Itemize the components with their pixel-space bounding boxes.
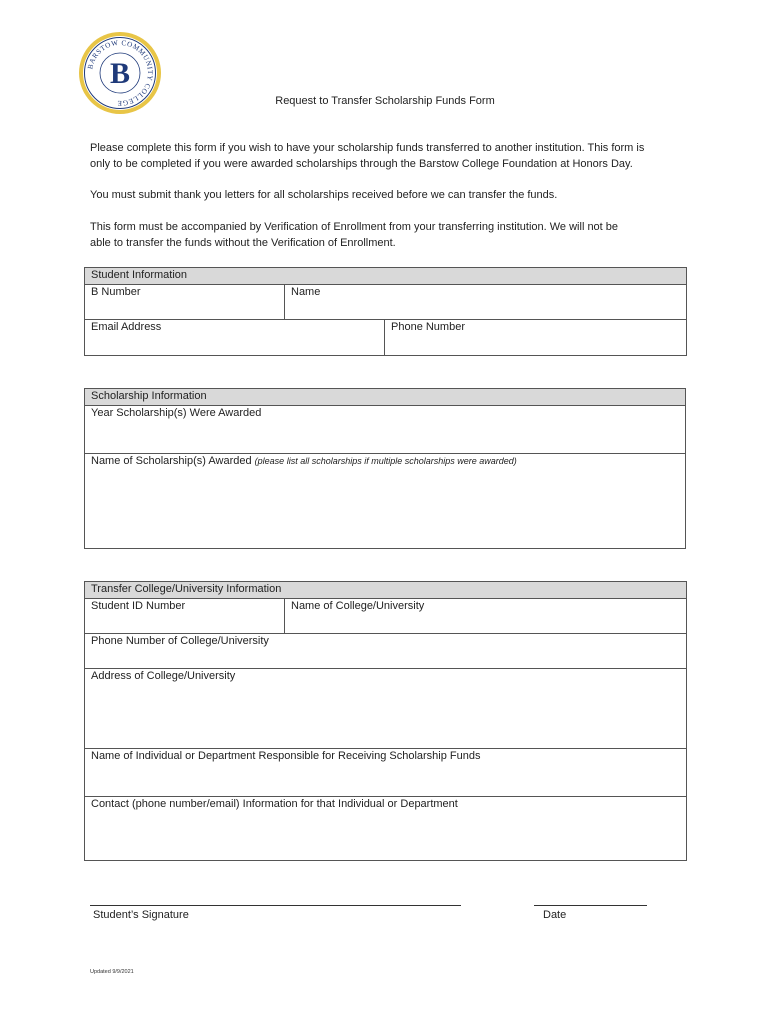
scholarship-names-field[interactable]: Name of Scholarship(s) Awarded (please list all scholarships if multiple scholarships were awarded)	[85, 454, 686, 549]
form-title: Request to Transfer Scholarship Funds Form	[275, 95, 495, 107]
signature-line[interactable]	[90, 905, 461, 906]
name-field[interactable]: Name	[285, 285, 687, 320]
college-name-field[interactable]: Name of College/University	[285, 599, 687, 634]
intro-paragraph-1: Please complete this form if you wish to have your scholarship funds transferred to another institution. This form is only to be completed if you were awarded scholarships through the Barstow College Foundation at Honors Day.	[90, 142, 645, 170]
scholarship-info-table	[84, 388, 686, 549]
scholarship-names-note: (please list all scholarships if multiple scholarships were awarded)	[254, 456, 517, 466]
student-info-header: Student Information	[85, 268, 687, 285]
transfer-info-table	[84, 581, 687, 861]
transfer-info-header: Transfer College/University Information	[85, 582, 687, 599]
contact-info-field[interactable]: Contact (phone number/email) Information for that Individual or Department	[85, 797, 687, 861]
college-address-field[interactable]: Address of College/University	[85, 669, 687, 749]
logo-ring-text: BARSTOW COMMUNITY COLLEGE	[86, 38, 155, 108]
intro-paragraph-2: You must submit thank you letters for all scholarships received before we can transfer the funds.	[90, 189, 558, 201]
college-phone-field[interactable]: Phone Number of College/University	[85, 634, 687, 669]
scholarship-info-header: Scholarship Information	[85, 389, 686, 406]
date-label: Date	[543, 909, 567, 921]
year-awarded-field[interactable]: Year Scholarship(s) Were Awarded	[85, 406, 686, 454]
updated-date: Updated 9/9/2021	[90, 969, 134, 975]
intro-paragraph-3: This form must be accompanied by Verification of Enrollment from your transferring institution. We will not be able to transfer the funds without the Verification of Enrollment.	[90, 221, 619, 249]
date-line[interactable]	[534, 905, 647, 906]
student-id-field[interactable]: Student ID Number	[85, 599, 285, 634]
logo-letter: B	[109, 57, 131, 90]
signature-label: Student’s Signature	[93, 909, 189, 921]
b-number-field[interactable]: B Number	[85, 285, 285, 320]
student-info-table	[84, 267, 687, 356]
email-field[interactable]: Email Address	[85, 320, 385, 356]
responsible-party-field[interactable]: Name of Individual or Department Responsible for Receiving Scholarship Funds	[85, 749, 687, 797]
phone-field[interactable]: Phone Number	[385, 320, 687, 356]
